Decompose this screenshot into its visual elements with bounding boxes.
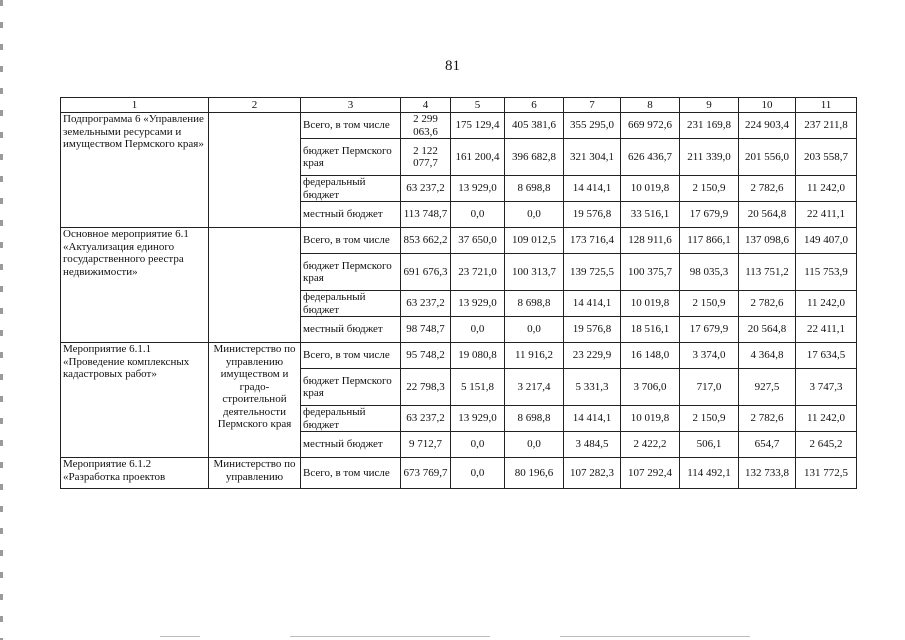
amount-cell: 853 662,2 — [401, 228, 451, 254]
column-number: 10 — [739, 98, 796, 113]
column-number: 7 — [564, 98, 621, 113]
amount-cell: 13 929,0 — [451, 176, 505, 202]
amount-cell: 4 364,8 — [739, 343, 796, 369]
amount-cell: 115 753,9 — [796, 254, 857, 291]
amount-cell: 19 576,8 — [564, 202, 621, 228]
amount-cell: 396 682,8 — [505, 139, 564, 176]
amount-cell: 2 150,9 — [680, 291, 739, 317]
column-number: 6 — [505, 98, 564, 113]
amount-cell: 173 716,4 — [564, 228, 621, 254]
page-edge-marks — [0, 0, 3, 640]
amount-cell: 20 564,8 — [739, 202, 796, 228]
amount-cell: 8 698,8 — [505, 406, 564, 432]
amount-cell: 927,5 — [739, 369, 796, 406]
amount-cell: 137 098,6 — [739, 228, 796, 254]
amount-cell: 98 748,7 — [401, 317, 451, 343]
amount-cell: 405 381,6 — [505, 113, 564, 139]
amount-cell: 10 019,8 — [621, 406, 680, 432]
amount-cell: 23 721,0 — [451, 254, 505, 291]
amount-cell: 0,0 — [505, 317, 564, 343]
amount-cell: 132 733,8 — [739, 458, 796, 489]
amount-cell: 3 374,0 — [680, 343, 739, 369]
funding-source: федеральный бюджет — [301, 176, 401, 202]
table-header-row — [61, 98, 857, 113]
bottom-rule — [560, 636, 750, 637]
amount-cell: 37 650,0 — [451, 228, 505, 254]
amount-cell: 2 782,6 — [739, 291, 796, 317]
funding-source: местный бюджет — [301, 202, 401, 228]
amount-cell: 691 676,3 — [401, 254, 451, 291]
amount-cell: 128 911,6 — [621, 228, 680, 254]
funding-source: федеральный бюджет — [301, 291, 401, 317]
column-number: 2 — [209, 98, 301, 113]
amount-cell: 224 903,4 — [739, 113, 796, 139]
amount-cell: 14 414,1 — [564, 406, 621, 432]
amount-cell: 33 516,1 — [621, 202, 680, 228]
amount-cell: 14 414,1 — [564, 176, 621, 202]
amount-cell: 114 492,1 — [680, 458, 739, 489]
funding-source: бюджет Пермского края — [301, 139, 401, 176]
table-row — [61, 343, 857, 369]
amount-cell: 18 516,1 — [621, 317, 680, 343]
amount-cell: 63 237,2 — [401, 176, 451, 202]
amount-cell: 22 411,1 — [796, 317, 857, 343]
amount-cell: 63 237,2 — [401, 291, 451, 317]
amount-cell: 717,0 — [680, 369, 739, 406]
amount-cell: 11 916,2 — [505, 343, 564, 369]
amount-cell: 2 422,2 — [621, 432, 680, 458]
bottom-rule — [160, 636, 200, 637]
amount-cell: 17 679,9 — [680, 202, 739, 228]
amount-cell: 0,0 — [451, 458, 505, 489]
amount-cell: 2 645,2 — [796, 432, 857, 458]
column-number: 4 — [401, 98, 451, 113]
amount-cell: 2 299 063,6 — [401, 113, 451, 139]
funding-source: Всего, в том числе — [301, 113, 401, 139]
activity-name: Мероприятие 6.1.2 «Разработка проектов — [61, 458, 209, 489]
amount-cell: 22 411,1 — [796, 202, 857, 228]
funding-source: федеральный бюджет — [301, 406, 401, 432]
amount-cell: 2 782,6 — [739, 406, 796, 432]
activity-name: Подпрограмма 6 «Управление земельными ресурсами и имуществом Пермского края» — [61, 113, 209, 228]
executor-name: Министерство по управлению — [209, 458, 301, 489]
amount-cell: 201 556,0 — [739, 139, 796, 176]
amount-cell: 211 339,0 — [680, 139, 739, 176]
page-number: 81 — [445, 58, 460, 74]
amount-cell: 654,7 — [739, 432, 796, 458]
funding-source: местный бюджет — [301, 317, 401, 343]
amount-cell: 3 747,3 — [796, 369, 857, 406]
activity-name: Основное мероприятие 6.1 «Актуализация единого государственного реестра недвижимости» — [61, 228, 209, 343]
amount-cell: 2 122 077,7 — [401, 139, 451, 176]
executor-name — [209, 228, 301, 343]
column-number: 11 — [796, 98, 857, 113]
amount-cell: 22 798,3 — [401, 369, 451, 406]
funding-source: Всего, в том числе — [301, 458, 401, 489]
amount-cell: 11 242,0 — [796, 291, 857, 317]
table-row — [61, 228, 857, 254]
amount-cell: 8 698,8 — [505, 176, 564, 202]
amount-cell: 107 292,4 — [621, 458, 680, 489]
column-number: 9 — [680, 98, 739, 113]
amount-cell: 139 725,5 — [564, 254, 621, 291]
amount-cell: 626 436,7 — [621, 139, 680, 176]
amount-cell: 8 698,8 — [505, 291, 564, 317]
amount-cell: 149 407,0 — [796, 228, 857, 254]
amount-cell: 321 304,1 — [564, 139, 621, 176]
funding-source: бюджет Пермского края — [301, 369, 401, 406]
bottom-rule — [290, 636, 490, 637]
column-number: 5 — [451, 98, 505, 113]
amount-cell: 63 237,2 — [401, 406, 451, 432]
table-row — [61, 113, 857, 139]
amount-cell: 98 035,3 — [680, 254, 739, 291]
funding-source: местный бюджет — [301, 432, 401, 458]
amount-cell: 231 169,8 — [680, 113, 739, 139]
activity-name: Мероприятие 6.1.1 «Проведение комплексных кадастровых работ» — [61, 343, 209, 458]
amount-cell: 3 706,0 — [621, 369, 680, 406]
column-number: 8 — [621, 98, 680, 113]
amount-cell: 16 148,0 — [621, 343, 680, 369]
amount-cell: 161 200,4 — [451, 139, 505, 176]
amount-cell: 14 414,1 — [564, 291, 621, 317]
amount-cell: 113 751,2 — [739, 254, 796, 291]
amount-cell: 10 019,8 — [621, 291, 680, 317]
amount-cell: 11 242,0 — [796, 176, 857, 202]
amount-cell: 0,0 — [451, 202, 505, 228]
amount-cell: 0,0 — [451, 317, 505, 343]
amount-cell: 113 748,7 — [401, 202, 451, 228]
amount-cell: 0,0 — [451, 432, 505, 458]
amount-cell: 2 150,9 — [680, 406, 739, 432]
budget-table — [60, 97, 857, 489]
amount-cell: 0,0 — [505, 432, 564, 458]
amount-cell: 0,0 — [505, 202, 564, 228]
amount-cell: 109 012,5 — [505, 228, 564, 254]
column-number: 3 — [301, 98, 401, 113]
amount-cell: 19 576,8 — [564, 317, 621, 343]
amount-cell: 9 712,7 — [401, 432, 451, 458]
funding-source: бюджет Пермского края — [301, 254, 401, 291]
amount-cell: 23 229,9 — [564, 343, 621, 369]
amount-cell: 100 375,7 — [621, 254, 680, 291]
amount-cell: 2 782,6 — [739, 176, 796, 202]
amount-cell: 107 282,3 — [564, 458, 621, 489]
amount-cell: 5 151,8 — [451, 369, 505, 406]
amount-cell: 506,1 — [680, 432, 739, 458]
amount-cell: 10 019,8 — [621, 176, 680, 202]
amount-cell: 117 866,1 — [680, 228, 739, 254]
amount-cell: 19 080,8 — [451, 343, 505, 369]
funding-source: Всего, в том числе — [301, 343, 401, 369]
amount-cell: 80 196,6 — [505, 458, 564, 489]
amount-cell: 95 748,2 — [401, 343, 451, 369]
amount-cell: 11 242,0 — [796, 406, 857, 432]
amount-cell: 17 634,5 — [796, 343, 857, 369]
amount-cell: 5 331,3 — [564, 369, 621, 406]
amount-cell: 13 929,0 — [451, 406, 505, 432]
amount-cell: 673 769,7 — [401, 458, 451, 489]
amount-cell: 2 150,9 — [680, 176, 739, 202]
amount-cell: 237 211,8 — [796, 113, 857, 139]
executor-name — [209, 113, 301, 228]
table-row — [61, 458, 857, 489]
amount-cell: 20 564,8 — [739, 317, 796, 343]
amount-cell: 17 679,9 — [680, 317, 739, 343]
amount-cell: 100 313,7 — [505, 254, 564, 291]
amount-cell: 175 129,4 — [451, 113, 505, 139]
amount-cell: 131 772,5 — [796, 458, 857, 489]
funding-source: Всего, в том числе — [301, 228, 401, 254]
executor-name: Министерство по управлению имуществом и градо-строительной деятельности Пермского края — [209, 343, 301, 458]
amount-cell: 3 484,5 — [564, 432, 621, 458]
column-number: 1 — [61, 98, 209, 113]
amount-cell: 355 295,0 — [564, 113, 621, 139]
amount-cell: 3 217,4 — [505, 369, 564, 406]
amount-cell: 203 558,7 — [796, 139, 857, 176]
amount-cell: 669 972,6 — [621, 113, 680, 139]
amount-cell: 13 929,0 — [451, 291, 505, 317]
